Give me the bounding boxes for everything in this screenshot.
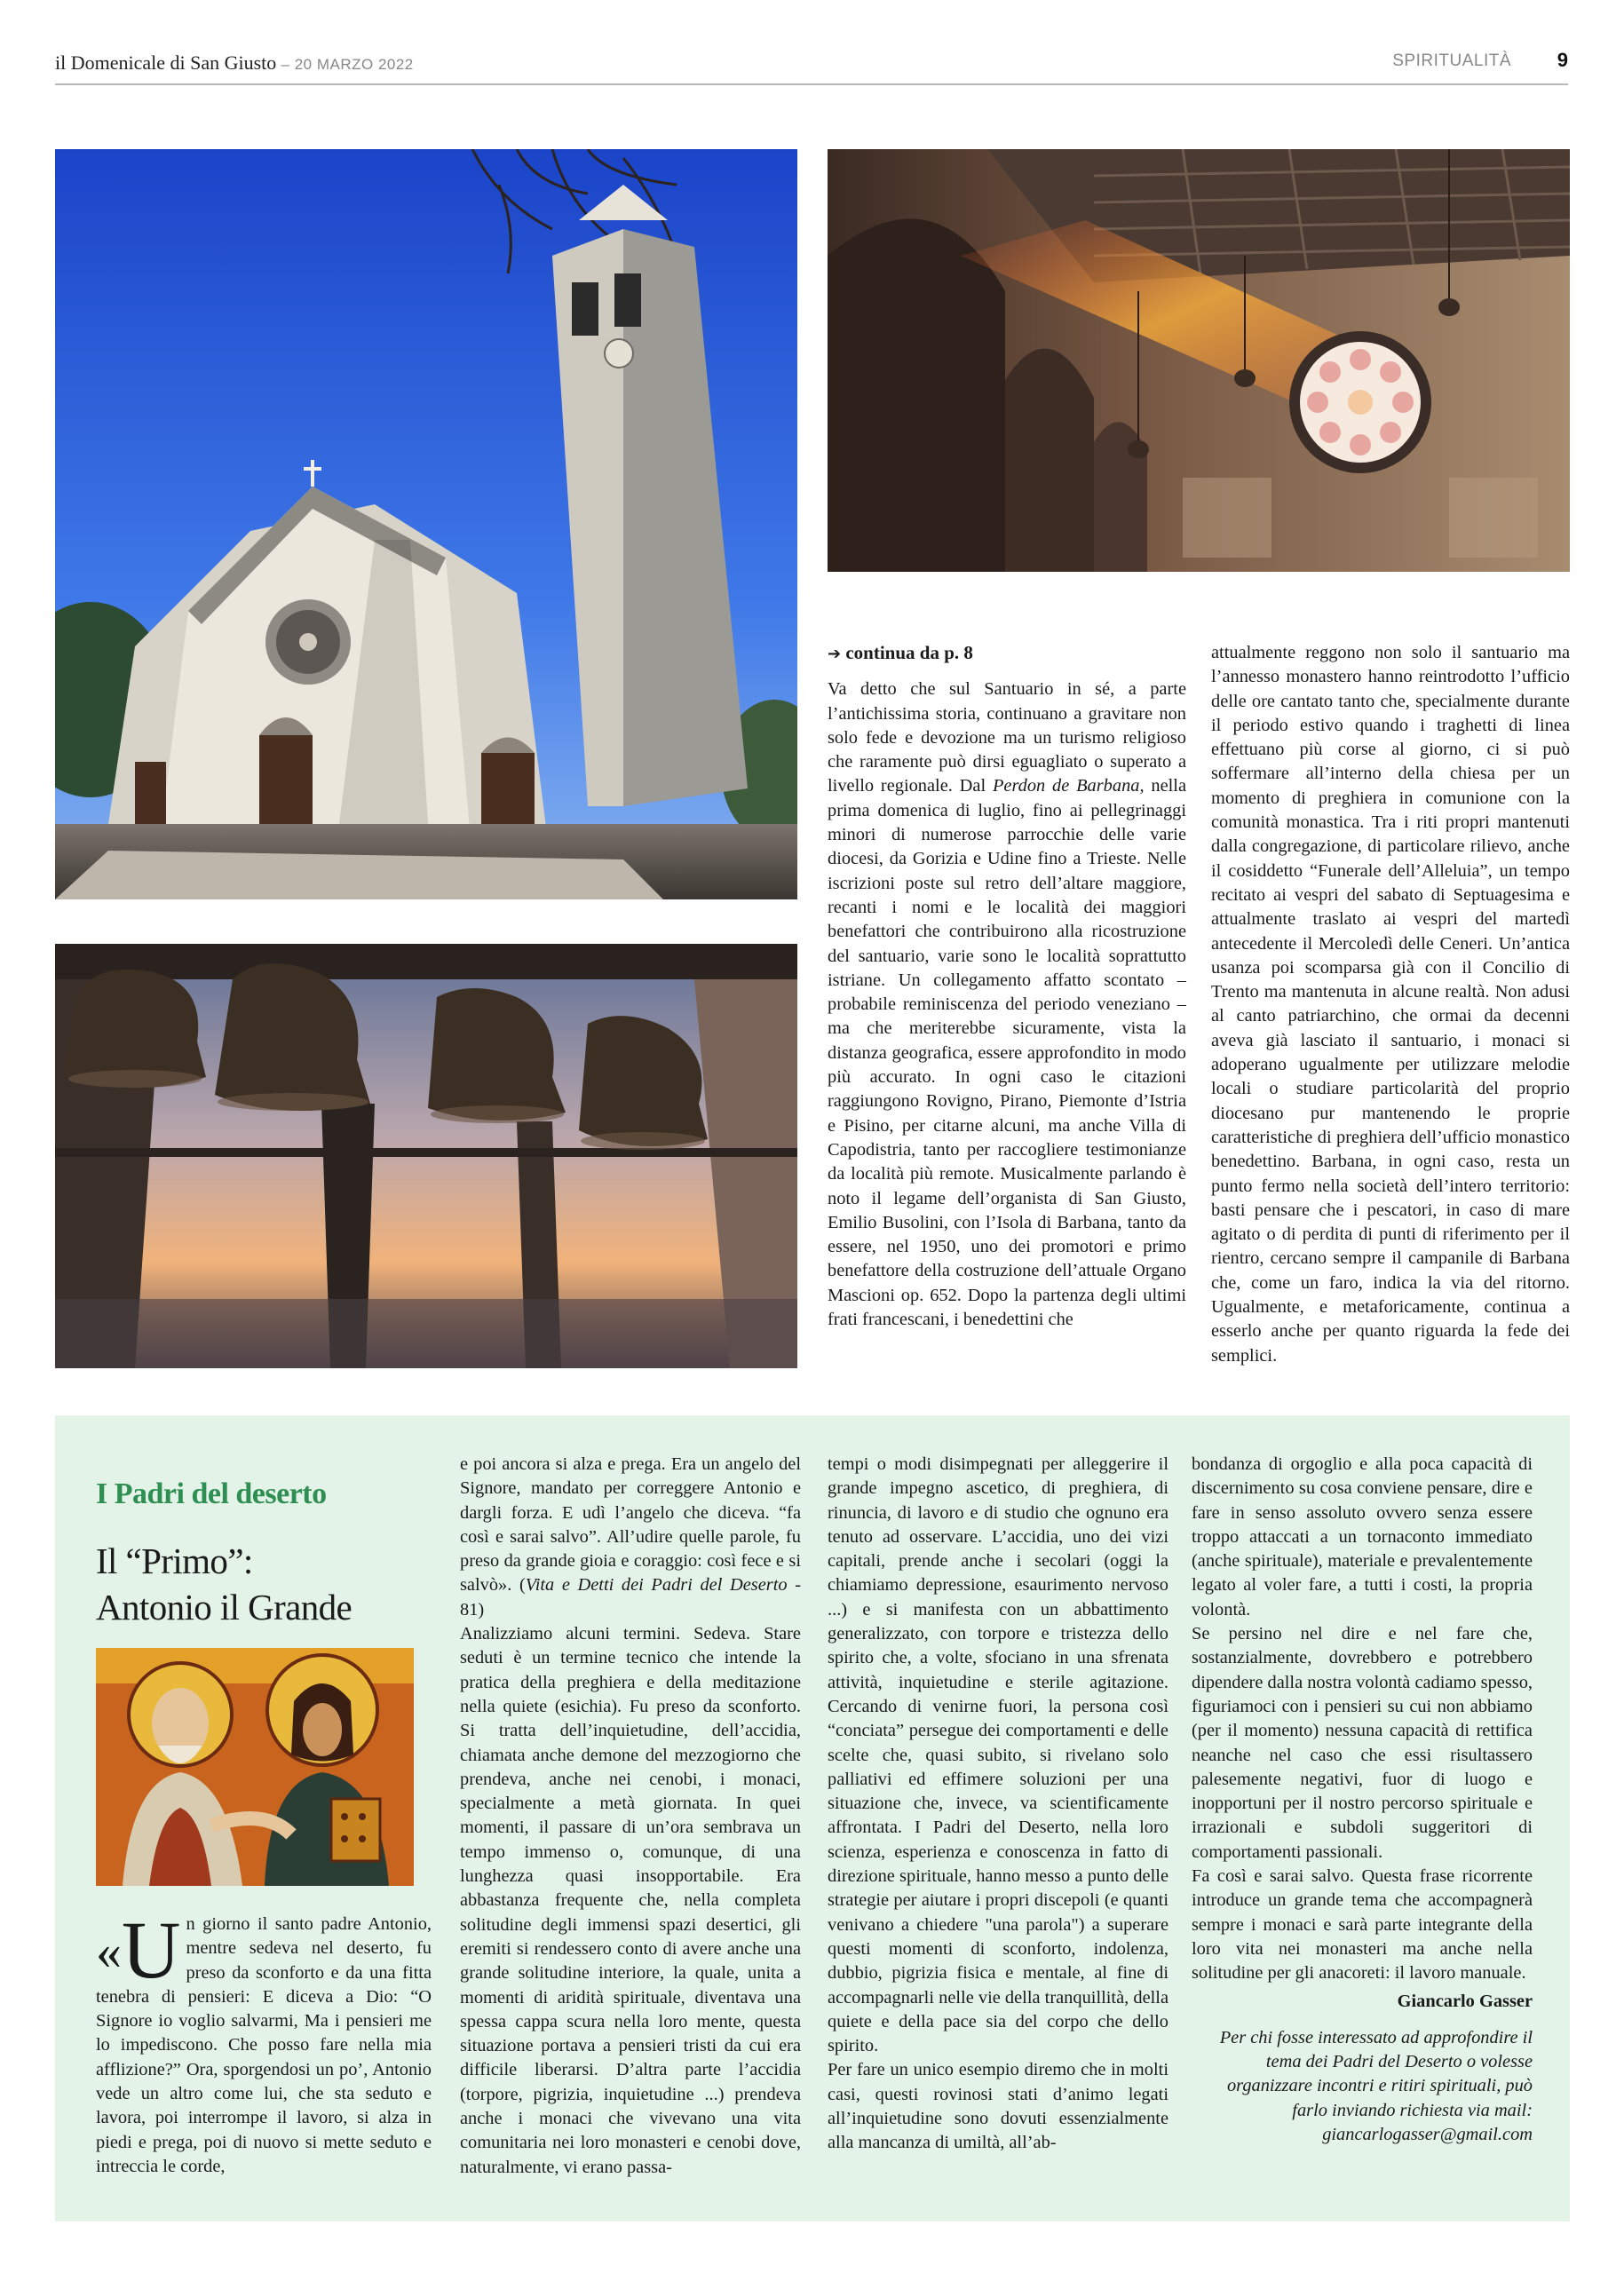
continued-from-text: continua da p. 8 [845, 642, 973, 663]
church-interior-photo [828, 149, 1570, 572]
box-text-italic: Vita e Detti dei Padri del Deserto [525, 1575, 788, 1596]
box-paragraph: tempi o modi disimpegnati per alleggerire il grande impegno ascetico, di preghiera, di rinuncia, di lavoro e di studio che ognuno era tenuto ad osservare. L’accidia, uno dei vizi capitali, prende anche i secolari (oggi la chiamiamo depressione, esaurimento nervoso ...) e si manifesta con un abbattimento generalizzato, con torpore e tristezza dello spirito che, a volte, sfociano in una sfrenata attività, inquietudine e sterile agitazione. Cercando di venirne fuori, la persona così “conciata” persegue dei comportamenti e delle scelte che, quasi subito, si rivelano solo palliativi ed effimere soluzioni per una situazione che, invece, va scientificamente affrontata. I Padri del Deserto, nella loro scienza, esperienza e conoscenza in fatto di direzione spirituale, hanno messo a punto delle strategie per aiutare i propri discepoli (e quanti venivano a chiedere "una parola") a superare questi momenti di sconforto, indolenza, dubbio, pigrizia fisica e mentale, al fine di accompagnarli nelle vie della tranquillità, della quiete e della pace sia del corpo che dello spirito. [828, 1454, 1168, 2056]
coptic-icon-image [96, 1648, 414, 1886]
continued-from [828, 641, 1186, 666]
article-paragraph: attualmente reggono non solo il santuario ma l’annesso monastero hanno reintrodotto l’ufficio delle ore cantato tanto che, specialmente durante il periodo estivo quando i traghetti di linea effettuano più corse al giorno, ci si può soffermare all’interno della chiesa per un momento di preghiera in comunione con la comunità monastica. Tra i riti propri mantenuti dalla congregazione, di particolare rilievo, anche il cosiddetto “Funerale dell’Alleluia”, un tempo recitato ai vespri del sabato di Septuagesima e attualmente traslato ai vespri del martedì antecedente il Mercoledì delle Ceneri. Un’antica usanza poi scomparsa già con il Concilio di Trento ma mantenuta in alcune realtà. Non adusi al canto patriarchino, che ormai da decenni aveva già lasciato il santuario, i monaci si adoperano ugualmente per utilizzare melodie locali o studiare particolarità del proprio diocesano pur mantenendo le proprie caratteristiche di preghiera dell’ufficio monastico benedettino. Barbana, in ogni caso, resta un punto fermo nella società dell’intero territorio: basti pensare che i pescatori, in caso di mare agitato o di perdita di punti di riferimento per il rientro, cercano sempre il campanile di Barbana che, come un faro, indica la via del ritorno. Ugualmente, e metaforicamente, continua a esserlo anche per quanto riguarda la fede dei semplici. [1211, 643, 1570, 1366]
opening-quote-mark: « [96, 1922, 122, 1980]
box-paragraph: Analizziamo alcuni termini. Sedeva. Stare seduti è un termine tecnico che intende la pratica della preghiera e della meditazione nella quiete (esichia). Fu preso da sconforto. Si tratta dell’inquietudine, dell’accidia, chiamata anche demone del mezzogiorno che prendeva, anche nei cenobi, i monaci, specialmente a metà giornata. In quei momenti, il passare di un’ora sembrava un tempo immenso o, comunque, di una lunghezza quasi insopportabile. Era abbastanza frequente che, nella completa solitudine degli immensi spazi desertici, gli eremiti si rendessero conto di avere anche una grande solitudine interiore, la quale, unita a momenti di aridità spirituale, diventava una spessa cappa scura nella loro mente, questa situazione portava a pensieri tristi da cui era difficile liberarsi. D’altra parte l’accidia (torpore, pigrizia, inquietudine ...) prendeva anche i monaci che vivevano una vita comunitaria nei loro monasteri e cenobi dove, naturalmente, vi erano passa- [460, 1624, 801, 2177]
masthead [55, 51, 414, 75]
box-title [96, 1538, 352, 1630]
publication-name: il Domenicale di San Giusto [55, 51, 277, 74]
box-paragraph: n giorno il santo padre Antonio, mentre sedeva nel deserto, fu preso da sconforto e da una fitta tenebra di pensieri: E diceva a Dio: “O Signore io voglio salvarmi, Ma i pensieri me lo impediscono. Che posso fare nella mia afflizione?” Ora, sporgendosi un po’, Antonio vede un altro come lui, che sta seduto e lavora, poi interrompe il lavoro, si alza in piedi e prega, poi di nuovo si mette seduto e intreccia le corde, [96, 1914, 432, 2176]
page-number: 9 [1557, 49, 1568, 71]
drop-cap: U [122, 1905, 181, 1995]
box-column-2 [460, 1453, 801, 2180]
author-name: Giancarlo Gasser [1397, 1991, 1533, 2011]
box-text: - 81) [460, 1575, 802, 1620]
box-paragraph: Per fare un unico esempio diremo che in molti casi, questi rovinosi stati d’animo legati all’inquietudine sono dovuti essenzialmente alla mancanza di umiltà, all’ab- [828, 2060, 1168, 2153]
article-text: , nella prima domenica di luglio, fino ai pellegrinaggi minori di numerose parrocchie delle varie diocesi, da Gorizia e Udine fino a Trieste. Nelle iscrizioni poste sul retro dell’altare maggiore, recanti i nomi e le località dei maggiori benefattori che contribuirono alla ricostruzione del santuario, varie sono le località soprattutto istriane. Un collegamento affatto scontato – probabile reminiscenza del periodo veneziano – ma che meriterebbe sicuramente, vista la distanza geografica, essere approfondito in modo più accurato. In ogni caso le citazioni raggiungono Rovigno, Pirano, Piemonte d’Istria e Pisino, per citarne alcuni, ma anche Villa di Capodistria, tanto per raccogliere testimonianze da località più remote. Musicalmente parlando è noto il legame dell’organista di San Giusto, Emilio Busolini, con l’Isola di Barbana, tanto da essere, nel 1950, uno dei promotori e primo benefattore della costruzione dell’attuale Organo Mascioni op. 652. Dopo la partenza degli ultimi frati francescani, i benedettini che [828, 776, 1187, 1330]
desert-fathers-box [55, 1415, 1570, 2222]
article-paragraph [828, 677, 1186, 1332]
box-paragraph: Fa così e sarai salvo. Questa frase ricorrente introduce un grande tema che accompagnerà sempre i monaci e sarà parte integrante della loro vita nei monasteri ma anche nella solitudine per gli anacoreti: il lavoro manuale. [1192, 1866, 1533, 1984]
issue-date: – 20 MARZO 2022 [276, 56, 414, 73]
page-header [55, 46, 1568, 85]
article-column-1 [828, 641, 1186, 1332]
arrow-right-icon: ➔ [828, 645, 842, 663]
box-title-line: Antonio il Grande [96, 1587, 353, 1628]
box-kicker: I Padri del deserto [96, 1477, 327, 1510]
article-text: Va detto che sul Santuario in sé, a parte l’antichissima storia, continuano a gravitare non solo fede e devozione ma un turismo religioso che raramente può dirsi eguagliato o superato a livello regionale. Dal [828, 679, 1186, 796]
box-paragraph: Se persino nel dire e nel fare che, sostanzialmente, dovrebbero e potrebbero dipendere dalla nostra volontà cadiamo spesso, figuriamoci con i pensieri su cui non abbiamo (per il momento) nessuna capacità di rettifica neanche nel caso che essi risultassero palesemente negativi, fuor di luogo e inopportuni per il nostro percorso spirituale e irrazionali e subdoli suggeritori di comportamenti passionali. [1192, 1624, 1533, 1862]
box-column-1 [96, 1905, 432, 2179]
article-column-2 [1211, 641, 1570, 1368]
box-paragraph: bondanza di orgoglio e alla poca capacità di discernimento su cosa conviene pensare, dire e fare in senso assoluto ovvero senza essere troppo attaccati a un tornaconto immediato (anche spirituale), materiale e prevalentemente legato al voler fare, a tutti i costi, la propria volontà. [1192, 1454, 1533, 1620]
article-text-italic: Perdon de Barbana [992, 776, 1140, 796]
drop-cap-group [96, 1905, 181, 1995]
contact-note: Per chi fosse interessato ad approfondire il tema dei Padri del Deserto o volesse organizzare incontri e ritiri spirituali, può farlo inviando richiesta via mail: giancarlogasser@gmail.com [1219, 2027, 1533, 2145]
section-name: SPIRITUALITÀ [1392, 51, 1511, 70]
box-title-line: Il “Primo”: [96, 1540, 253, 1581]
box-column-4 [1192, 1453, 1533, 2147]
church-exterior-photo [55, 149, 797, 899]
box-column-3 [828, 1453, 1168, 2156]
box-paragraph [460, 1453, 801, 1622]
box-text: e poi ancora si alza e prega. Era un angelo del Signore, mandato per correggere Antonio e dargli forza. E udì l’angelo che diceva. “fa così e sarai salvo”. All’udire quelle parole, fu preso da grande gioia e coraggio: così fece e si salvò». ( [460, 1454, 801, 1596]
bell-tower-photo [55, 944, 797, 1368]
